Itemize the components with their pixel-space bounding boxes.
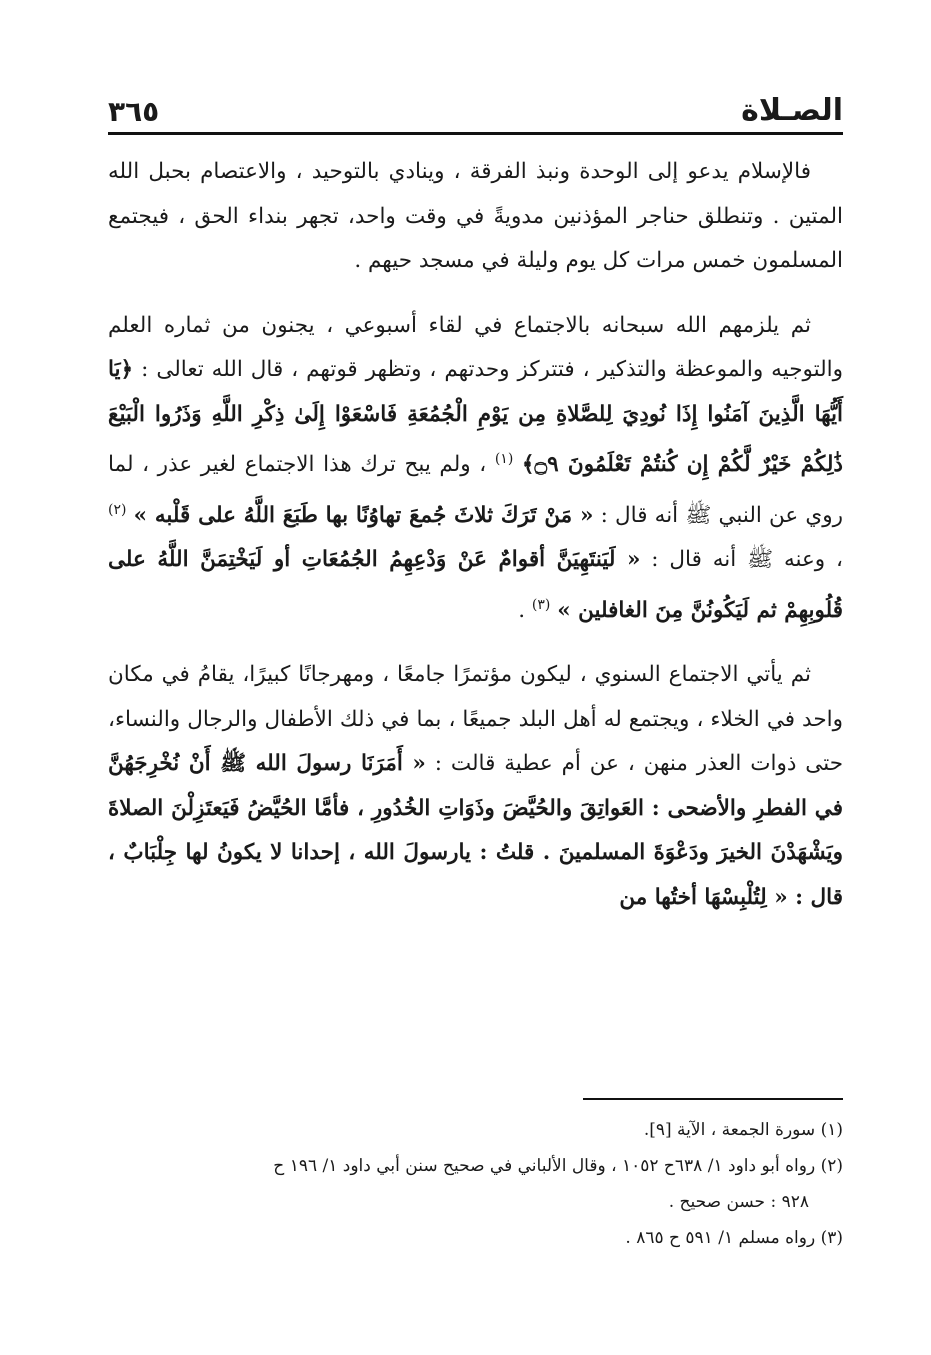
hadith-3: « أَمَرَنَا رسولَ الله ﷺ أَنْ نُخْرِجَهُنَّ في الفطرِ والأضحى : العَواتِقَ والحُيَّضَ وذَوَاتِ الخُدُورِ ، فأمَّا الحُيَّضُ فَيَعتَزِلْنَ الصلاةَ ويَشْهَدْنَ الخيرَ ودَعْوَةَ المسلمينَ . قلتُ : يارسولَ الله ، إحدانا لا يكونُ لها جِلْبَابٌ ، قال : « لِتُلْبِسْهَا أختُها من <box>108 751 843 910</box>
hadith-1: « مَنْ تَرَكَ ثلاثَ جُمعَ تهاوُنًا بها طَبَعَ اللَّهُ على قَلْبه » <box>133 502 594 528</box>
footnote-3: (٣) رواه مسلم ١/ ٥٩١ ح ٨٦٥ . <box>625 1228 843 1248</box>
footnote-1: (١) سورة الجمعة ، الآية [٩]. <box>643 1120 843 1140</box>
footnote-ref-1: (١) <box>494 451 514 467</box>
paragraph-2-end: . <box>518 597 526 623</box>
footnote-ref-3: (٣) <box>531 596 551 613</box>
paragraph-3-intro: ثم يأتي الاجتماع السنوي ، ليكون مؤتمرًا جامعًا ، ومهرجانًا كبيرًا، يقامُ في مكان واحد في الخلاء ، ويجتمع له أهل البلد جميعًا ، بما في ذلك الأطفال والرجال والنساء، حتى ذوات العذر منهن ، عن أم عطية قالت : <box>108 662 844 777</box>
quran-verse: ﴿يَا أَيُّهَا الَّذِينَ آمَنُوا إِذَا نُودِيَ لِلصَّلاةِ مِن يَوْمِ الْجُمُعَةِ فَاسْعَوْا إِلَىٰ ذِكْرِ اللَّهِ وَذَرُوا الْبَيْعَ ذَٰلِكُمْ خَيْرٌ لَّكُمْ إِن كُنتُمْ تَعْلَمُونَ ۝٩﴾ <box>108 357 843 478</box>
page-number: ٣٦٥ <box>108 95 160 128</box>
paragraph-2 <box>108 304 843 634</box>
footnotes <box>108 1112 843 1256</box>
footnote-2-continued: ٩٢٨ : حسن صحيح . <box>668 1192 809 1212</box>
page-title: الصـلاة <box>741 93 843 128</box>
footnote-ref-2: (٢) <box>108 501 127 518</box>
hadith-2: « لَيَنتَهِيَنَّ أقوامٌ عَنْ وَدْعِهِمُ الجُمُعَاتِ أو لَيَخْتِمَنَّ اللَّهُ على قُلُوبِهِمْ ثم لَيَكُونُنَّ مِنَ الغافلين » <box>108 547 843 623</box>
paragraph-2-intro: ثم يلزمهم الله سبحانه بالاجتماع في لقاء أسبوعي ، يجنون من ثماره العلم والتوجيه والموعظة والتذكير ، فتتركز وحدتهم ، وتظهر قوتهم ، قال الله تعالى : <box>108 312 843 382</box>
page-header <box>108 78 843 126</box>
paragraph-1: فالإسلام يدعو إلى الوحدة ونبذ الفرقة ، وينادي بالتوحيد ، والاعتصام بحبل الله المتين . وتنطلق حناجر المؤذنين مدويةً في وقت واحد، تجهر بنداء الحق ، فيجتمع المسلمون خمس مرات كل يوم وليلة في مسجد حيهم . <box>108 159 843 273</box>
paragraph-2-transition: ، وعنه ﷺ أنه قال : <box>651 547 843 573</box>
footnote-2: (٢) رواه أبو داود ١/ ٦٣٨ح ١٠٥٢ ، وقال الألباني في صحيح سنن أبي داود ١/ ١٩٦ ح <box>273 1156 843 1176</box>
footnote-rule <box>583 1098 843 1100</box>
paragraph-2-middle: ، ولم يبح ترك هذا الاجتماع لغير عذر ، لما روي عن النبي ﷺ أنه قال : <box>108 452 843 528</box>
paragraph-3 <box>108 653 843 920</box>
header-rule <box>108 132 843 135</box>
body-text <box>108 150 843 940</box>
